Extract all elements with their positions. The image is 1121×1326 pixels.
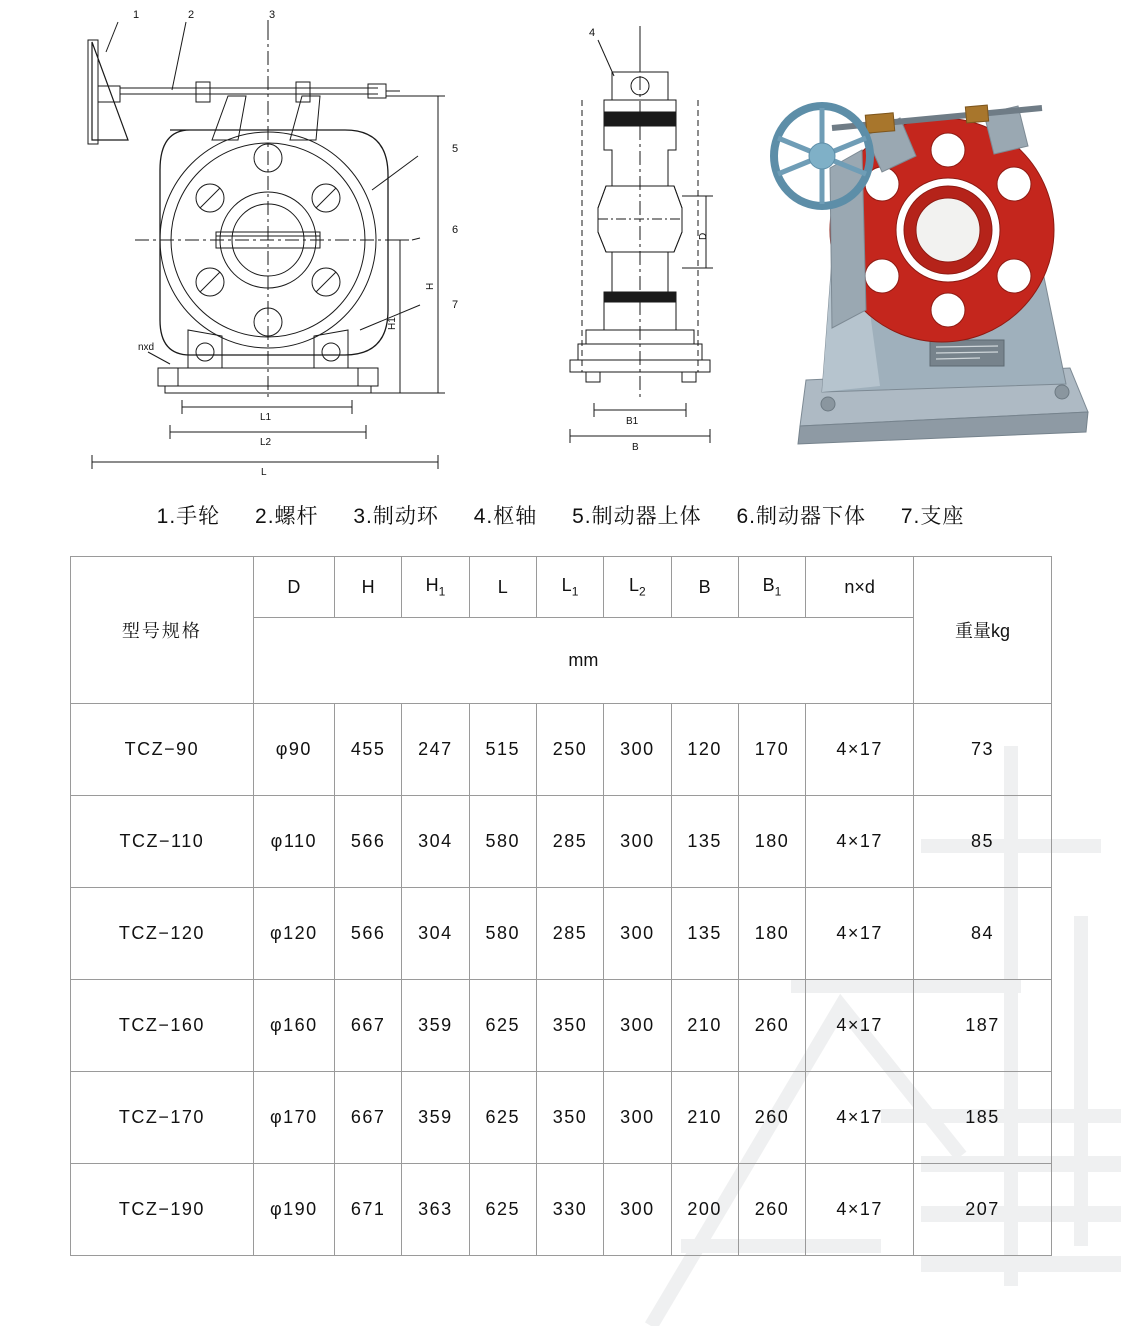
row-nd: 4×17 xyxy=(806,980,914,1072)
row-b: 210 xyxy=(671,980,738,1072)
row-d: φ160 xyxy=(253,980,334,1072)
row-weight: 84 xyxy=(914,888,1052,980)
row-d: φ190 xyxy=(253,1164,334,1256)
header-b-label: B xyxy=(698,576,711,597)
row-b1: 260 xyxy=(738,1164,805,1256)
dim-h: H xyxy=(425,282,436,290)
row-h1: 304 xyxy=(402,796,469,888)
unit-label: mm xyxy=(568,650,599,670)
dim-b1: B1 xyxy=(626,416,639,427)
header-b1-label: B xyxy=(762,575,775,596)
header-l1 xyxy=(536,557,603,618)
row-h: 566 xyxy=(334,888,401,980)
header-nd-label: n×d xyxy=(844,576,875,597)
row-l1: 350 xyxy=(536,1072,603,1164)
row-weight: 85 xyxy=(914,796,1052,888)
header-b1 xyxy=(738,557,805,618)
row-h: 566 xyxy=(334,796,401,888)
row-l: 580 xyxy=(469,888,536,980)
header-l-label: L xyxy=(497,576,508,597)
row-l: 580 xyxy=(469,796,536,888)
row-h1: 359 xyxy=(402,980,469,1072)
header-l2-sub: 2 xyxy=(639,584,646,599)
header-l xyxy=(469,557,536,618)
header-h-label: H xyxy=(361,576,375,597)
header-l2 xyxy=(604,557,671,618)
dim-l1: L1 xyxy=(260,412,272,423)
row-b: 210 xyxy=(671,1072,738,1164)
row-h1: 304 xyxy=(402,888,469,980)
row-model: TCZ−110 xyxy=(71,796,254,888)
row-nd: 4×17 xyxy=(806,888,914,980)
row-b1: 170 xyxy=(738,704,805,796)
row-b1: 180 xyxy=(738,796,805,888)
header-b xyxy=(671,557,738,618)
header-weight-label: 重量kg xyxy=(955,621,1011,641)
header-h1-sub: 1 xyxy=(438,584,446,599)
product-photo xyxy=(770,40,1110,460)
row-h: 671 xyxy=(334,1164,401,1256)
row-nd: 4×17 xyxy=(806,1072,914,1164)
callout-6: 6 xyxy=(452,224,459,236)
header-h1-label: H xyxy=(425,575,439,596)
header-l1-label: L xyxy=(561,575,572,596)
callout-1: 1 xyxy=(133,9,140,21)
row-l2: 300 xyxy=(604,1072,671,1164)
legend-item-7: 7.支座 xyxy=(900,505,965,528)
legend-item-6: 6.制动器下体 xyxy=(736,505,866,528)
row-nd: 4×17 xyxy=(806,1164,914,1256)
header-model xyxy=(71,557,254,704)
row-b: 200 xyxy=(671,1164,738,1256)
header-h xyxy=(334,557,401,618)
callout-7: 7 xyxy=(452,299,459,311)
header-d-label: D xyxy=(287,576,301,597)
table-row xyxy=(71,704,1052,796)
legend-item-3: 3.制动环 xyxy=(353,505,439,528)
row-h: 455 xyxy=(334,704,401,796)
row-l2: 300 xyxy=(604,1164,671,1256)
row-l1: 250 xyxy=(536,704,603,796)
row-model: TCZ−190 xyxy=(71,1164,254,1256)
callout-3: 3 xyxy=(269,9,276,21)
row-weight: 187 xyxy=(914,980,1052,1072)
row-nd: 4×17 xyxy=(806,704,914,796)
row-h1: 359 xyxy=(402,1072,469,1164)
row-model: TCZ−90 xyxy=(71,704,254,796)
row-h1: 363 xyxy=(402,1164,469,1256)
row-l: 625 xyxy=(469,980,536,1072)
legend-item-5: 5.制动器上体 xyxy=(572,505,702,528)
row-d: φ90 xyxy=(253,704,334,796)
table-row xyxy=(71,1164,1052,1256)
callout-2: 2 xyxy=(188,9,195,21)
row-l1: 285 xyxy=(536,888,603,980)
header-h1 xyxy=(402,557,469,618)
row-l2: 300 xyxy=(604,980,671,1072)
row-h: 667 xyxy=(334,1072,401,1164)
row-b1: 260 xyxy=(738,1072,805,1164)
row-d: φ110 xyxy=(253,796,334,888)
row-l1: 350 xyxy=(536,980,603,1072)
dim-b: B xyxy=(632,442,639,453)
table-header-row xyxy=(71,557,1052,618)
table-row xyxy=(71,888,1052,980)
table-row xyxy=(71,1072,1052,1164)
dim-d: D xyxy=(698,232,709,240)
row-b1: 180 xyxy=(738,888,805,980)
row-model: TCZ−170 xyxy=(71,1072,254,1164)
row-l1: 285 xyxy=(536,796,603,888)
row-model: TCZ−160 xyxy=(71,980,254,1072)
unit-cell xyxy=(253,618,913,704)
row-h1: 247 xyxy=(402,704,469,796)
row-l1: 330 xyxy=(536,1164,603,1256)
dim-h1: H1 xyxy=(387,317,398,330)
header-d xyxy=(253,557,334,618)
dim-l: L xyxy=(261,467,267,478)
row-b: 120 xyxy=(671,704,738,796)
legend xyxy=(0,500,1121,530)
callout-4: 4 xyxy=(589,27,596,39)
row-b1: 260 xyxy=(738,980,805,1072)
legend-item-1: 1.手轮 xyxy=(156,505,221,528)
header-l1-sub: 1 xyxy=(571,584,579,599)
legend-item-4: 4.枢轴 xyxy=(473,505,538,528)
row-weight: 207 xyxy=(914,1164,1052,1256)
row-l2: 300 xyxy=(604,796,671,888)
row-weight: 185 xyxy=(914,1072,1052,1164)
row-nd: 4×17 xyxy=(806,796,914,888)
header-model-label: 型号规格 xyxy=(121,621,202,641)
dim-l2: L2 xyxy=(260,437,272,448)
header-b1-sub: 1 xyxy=(774,584,782,599)
header-nd xyxy=(806,557,914,618)
table-row xyxy=(71,980,1052,1072)
row-l: 515 xyxy=(469,704,536,796)
technical-drawing xyxy=(0,0,1121,488)
dim-nxd: nxd xyxy=(138,342,155,353)
row-d: φ120 xyxy=(253,888,334,980)
legend-item-2: 2.螺杆 xyxy=(255,505,319,528)
row-h: 667 xyxy=(334,980,401,1072)
row-b: 135 xyxy=(671,796,738,888)
row-b: 135 xyxy=(671,888,738,980)
callout-5: 5 xyxy=(452,143,459,155)
row-model: TCZ−120 xyxy=(71,888,254,980)
table-row xyxy=(71,796,1052,888)
row-l2: 300 xyxy=(604,704,671,796)
specification-table xyxy=(70,556,1052,1256)
row-d: φ170 xyxy=(253,1072,334,1164)
header-weight xyxy=(914,557,1052,704)
row-weight: 73 xyxy=(914,704,1052,796)
row-l: 625 xyxy=(469,1164,536,1256)
row-l2: 300 xyxy=(604,888,671,980)
header-l2-label: L xyxy=(628,575,639,596)
row-l: 625 xyxy=(469,1072,536,1164)
